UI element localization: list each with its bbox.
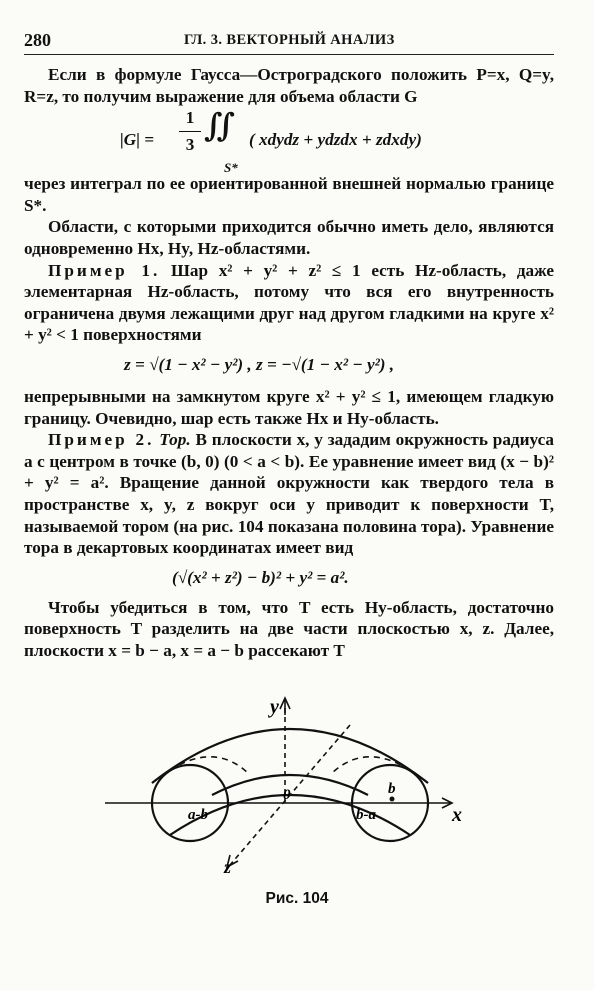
page-number: 280	[24, 30, 51, 50]
label-a-minus-b: a-b	[188, 807, 208, 823]
origin-label: 0	[283, 787, 291, 803]
paragraph-5: непрерывными на замкнутом круге x² + y² ≤ 1, имеющем гладкую границу. Очевидно, шар есть также Hx и Hy-область.	[24, 386, 554, 428]
integral-subscript: S*	[224, 160, 238, 176]
torus-left-dash	[152, 757, 250, 783]
formula-volume-fraction	[179, 107, 201, 155]
label-b: b	[388, 781, 396, 797]
torus-figure	[100, 695, 480, 875]
formula-torus-text: (√(x² + z²) − b)² + y² = a².	[172, 567, 349, 587]
paragraph-example-1	[24, 260, 554, 346]
example-2-label: Пример 2.	[48, 430, 155, 450]
example-1-label: Пример 1.	[48, 260, 161, 280]
fraction-denominator: 3	[185, 134, 195, 154]
paragraph-example-2	[24, 429, 554, 559]
formula-volume-integrand: ( xdydz + ydzdx + zdxdy)	[249, 130, 422, 150]
double-integral-sign: ∬	[204, 107, 237, 144]
formula-sphere-text: z = √(1 − x² − y²) , z = −√(1 − x² − y²) ,	[124, 354, 395, 374]
paragraph-1: Если в формуле Гаусса—Остроградского положить P=x, Q=y, R=z, то получим выражение для объема области G	[24, 65, 554, 106]
formula-torus	[24, 559, 554, 597]
axis-y-label: y	[270, 696, 279, 718]
figure-caption: Рис. 104	[265, 890, 329, 907]
formula-volume	[24, 107, 554, 176]
axis-x-label: x	[452, 804, 462, 826]
point-b	[390, 797, 395, 802]
label-b-minus-a: b-a	[356, 807, 376, 823]
formula-sphere-surfaces	[24, 346, 554, 386]
formula-volume-lhs: |G| =	[120, 130, 155, 150]
fraction-bar	[179, 131, 201, 132]
example-2-text: В плоскости x, y зададим окружность радиуса a с центром в точке (b, 0) (0 < a < b). Ее уравнение имеет вид (x − b)² + y² = a². Вращение данной окружности как твердого тела в пространстве x, y, z вокруг оси y приводит к поверхности T, называемой тором (на рис. 104 показана половина тора). Уравнение тора в декартовых координатах имеет вид	[24, 430, 555, 558]
running-title: ГЛ. 3. ВЕКТОРНЫЙ АНАЛИЗ	[184, 32, 395, 48]
page-body	[24, 64, 554, 661]
paragraph-3: Области, с которыми приходится обычно иметь дело, являются одновременно Hx, Hy, Hz-областями.	[24, 217, 554, 258]
example-1-text: Шар x² + y² + z² ≤ 1 есть Hz-область, даже элементарная Hz-область, потому что вся его внутренность ограничена двумя лежащими друг над другом гладкими на круге x² + y² < 1 поверхностями	[24, 260, 554, 345]
torus-right-dash	[330, 757, 428, 783]
page-header	[24, 28, 554, 55]
paragraph-2: через интеграл по ее ориентированной внешней нормалью границе S*.	[24, 174, 554, 215]
fraction-numerator: 1	[185, 108, 195, 128]
example-2-title: Тор.	[159, 430, 191, 450]
paragraph-7: Чтобы убедиться в том, что T есть Hy-область, достаточно поверхность T разделить на две части плоскостью x, z. Далее, плоскости x = b − a, x = a − b рассекают T	[24, 597, 554, 660]
axis-z-label: z	[224, 857, 232, 875]
